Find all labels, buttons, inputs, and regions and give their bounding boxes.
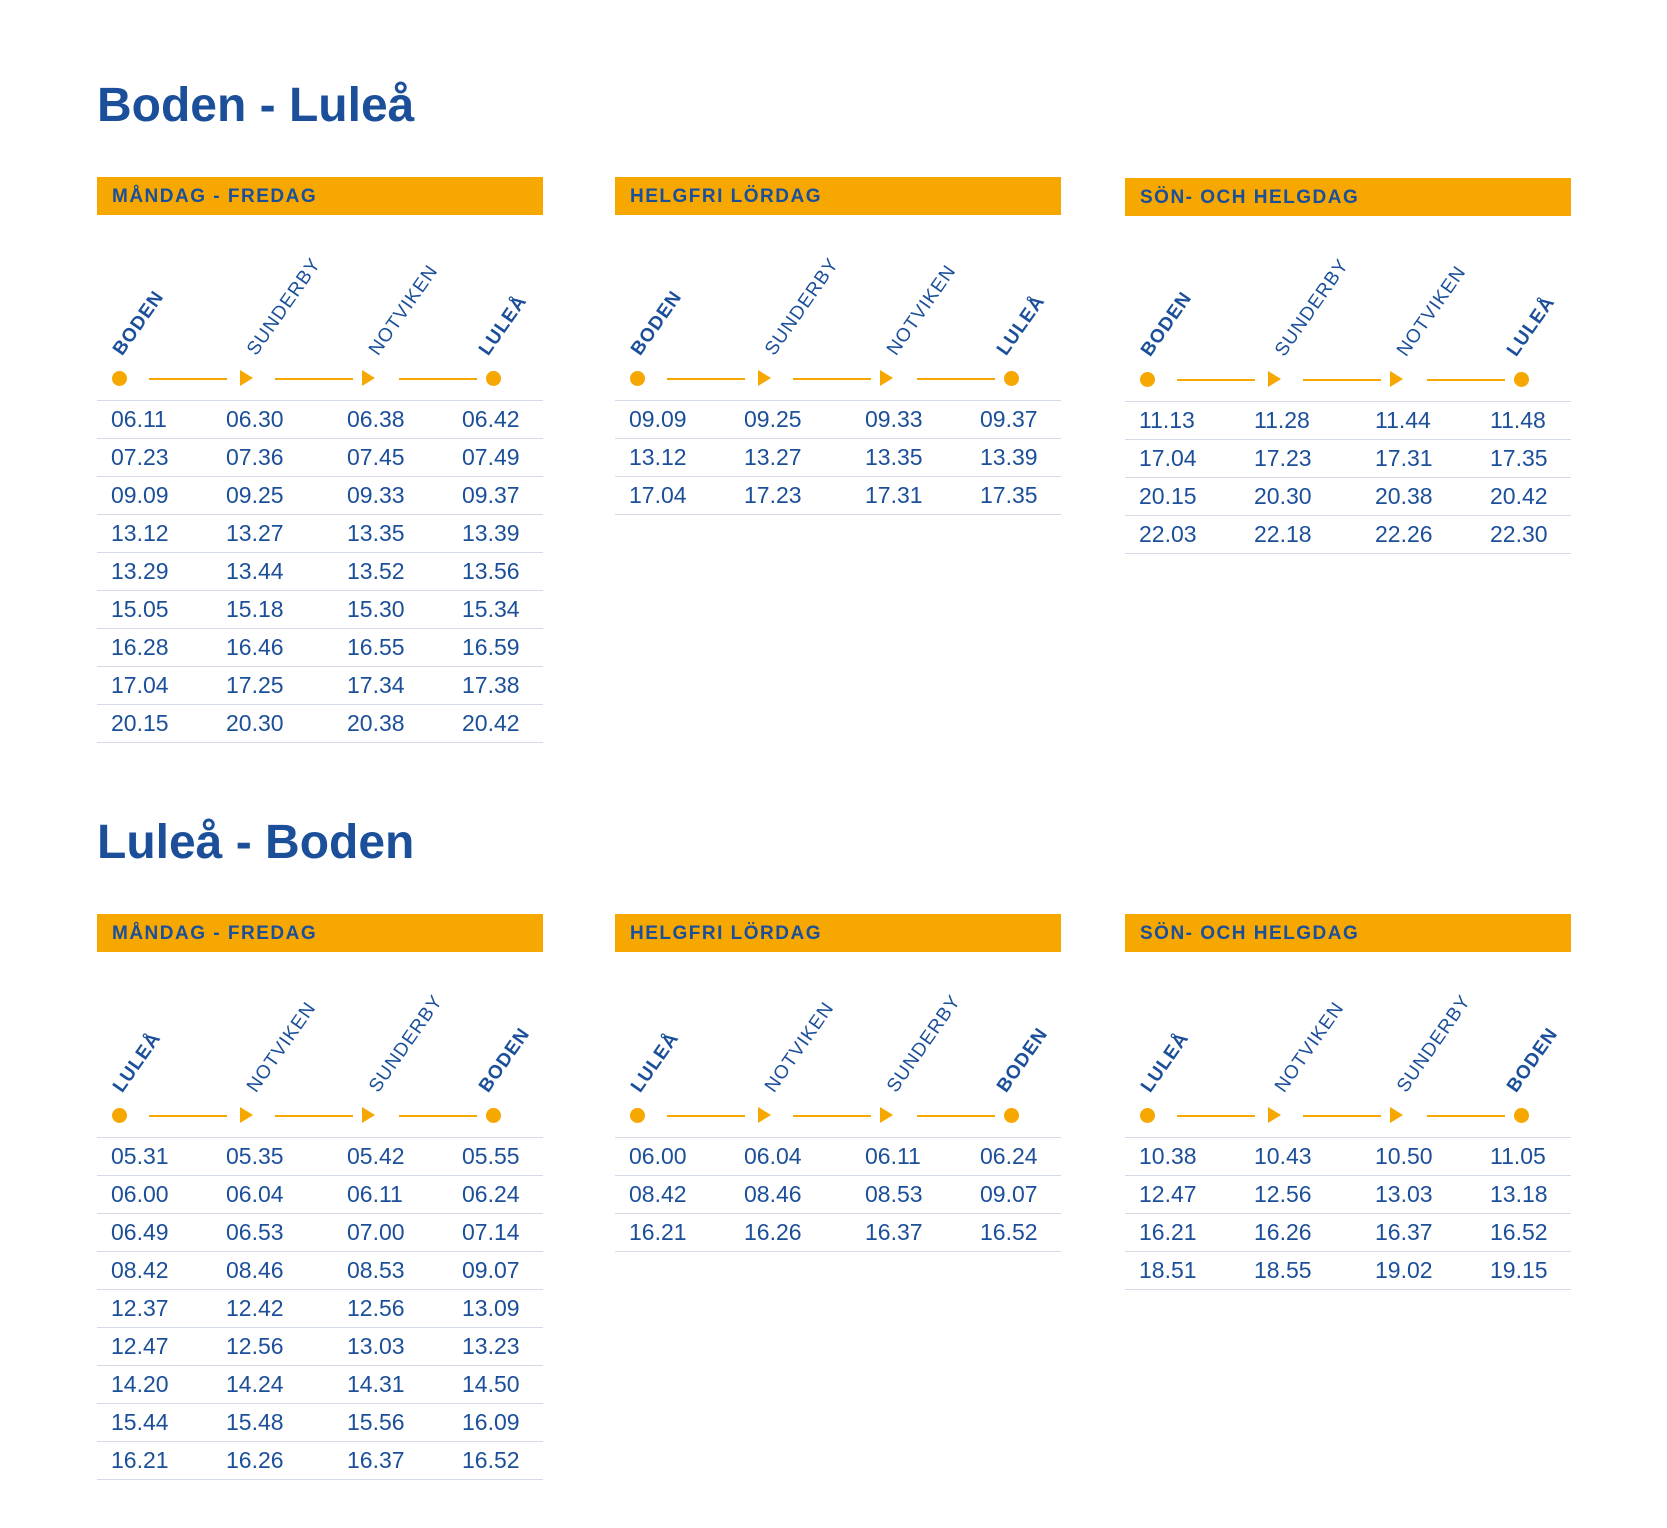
departure-table bbox=[1125, 401, 1571, 554]
departure-time: 15.05 bbox=[111, 596, 169, 622]
route-line bbox=[1427, 1115, 1505, 1117]
direction-arrow-icon bbox=[240, 1107, 253, 1123]
table-row bbox=[1125, 478, 1571, 516]
departure-time: 18.55 bbox=[1254, 1257, 1312, 1283]
departure-time: 08.42 bbox=[111, 1257, 169, 1283]
panel-weekday bbox=[97, 177, 543, 743]
departure-time: 22.03 bbox=[1139, 521, 1197, 547]
departure-time: 13.52 bbox=[347, 558, 405, 584]
departure-time: 06.11 bbox=[111, 406, 167, 432]
table-row bbox=[97, 553, 543, 591]
stop-label: LULEÅ bbox=[1136, 1028, 1194, 1097]
stop-dot-icon bbox=[112, 1108, 127, 1123]
departure-time: 10.38 bbox=[1139, 1143, 1197, 1169]
departure-time: 20.42 bbox=[1490, 483, 1548, 509]
departure-time: 15.56 bbox=[347, 1409, 405, 1435]
departure-time: 20.15 bbox=[111, 710, 169, 736]
departure-time: 07.45 bbox=[347, 444, 405, 470]
departure-time: 13.29 bbox=[111, 558, 169, 584]
departure-time: 06.38 bbox=[347, 406, 405, 432]
departure-time: 20.30 bbox=[1254, 483, 1312, 509]
departure-time: 13.03 bbox=[1375, 1181, 1433, 1207]
departure-time: 09.09 bbox=[111, 482, 169, 508]
departure-time: 17.23 bbox=[744, 482, 802, 508]
departure-time: 06.49 bbox=[111, 1219, 169, 1245]
departure-time: 17.04 bbox=[629, 482, 687, 508]
departure-time: 06.04 bbox=[226, 1181, 284, 1207]
departure-time: 17.23 bbox=[1254, 445, 1312, 471]
stop-dot-icon bbox=[486, 1108, 501, 1123]
departure-time: 09.07 bbox=[980, 1181, 1038, 1207]
stop-label: SUNDERBY bbox=[242, 254, 326, 360]
departure-time: 13.35 bbox=[865, 444, 923, 470]
departure-time: 08.46 bbox=[226, 1257, 284, 1283]
stop-dot-icon bbox=[1514, 1108, 1529, 1123]
route-diagram bbox=[615, 952, 1061, 1137]
departure-time: 09.37 bbox=[980, 406, 1038, 432]
table-row bbox=[97, 1214, 543, 1252]
departure-time: 09.37 bbox=[462, 482, 520, 508]
section-title: Luleå - Boden bbox=[97, 816, 415, 869]
departure-time: 15.30 bbox=[347, 596, 405, 622]
departure-time: 16.37 bbox=[347, 1447, 405, 1473]
departure-time: 07.49 bbox=[462, 444, 520, 470]
table-row bbox=[97, 1366, 543, 1404]
departure-time: 08.53 bbox=[347, 1257, 405, 1283]
direction-arrow-icon bbox=[240, 370, 253, 386]
direction-arrow-icon bbox=[362, 1107, 375, 1123]
departure-time: 13.23 bbox=[462, 1333, 520, 1359]
departure-time: 13.03 bbox=[347, 1333, 405, 1359]
departure-time: 17.04 bbox=[111, 672, 169, 698]
departure-time: 14.20 bbox=[111, 1371, 169, 1397]
departure-time: 13.27 bbox=[226, 520, 284, 546]
table-row bbox=[97, 1442, 543, 1480]
table-row bbox=[1125, 1252, 1571, 1290]
departure-time: 17.35 bbox=[980, 482, 1038, 508]
departure-time: 16.52 bbox=[1490, 1219, 1548, 1245]
day-header: SÖN- OCH HELGDAG bbox=[1125, 178, 1571, 216]
stop-label: SUNDERBY bbox=[760, 254, 844, 360]
departure-time: 19.15 bbox=[1490, 1257, 1548, 1283]
departure-table bbox=[615, 400, 1061, 515]
stop-dot-icon bbox=[112, 371, 127, 386]
table-row bbox=[1125, 516, 1571, 554]
departure-time: 12.42 bbox=[226, 1295, 284, 1321]
route-diagram bbox=[1125, 216, 1571, 401]
stop-dot-icon bbox=[486, 371, 501, 386]
departure-time: 13.18 bbox=[1490, 1181, 1548, 1207]
departure-table bbox=[615, 1137, 1061, 1252]
departure-table bbox=[1125, 1137, 1571, 1290]
departure-time: 12.56 bbox=[1254, 1181, 1312, 1207]
table-row bbox=[1125, 1176, 1571, 1214]
route-line bbox=[1177, 379, 1255, 381]
stop-label: SUNDERBY bbox=[1392, 991, 1476, 1097]
departure-time: 12.47 bbox=[111, 1333, 169, 1359]
table-row bbox=[615, 1138, 1061, 1176]
departure-time: 11.28 bbox=[1254, 407, 1310, 433]
table-row bbox=[97, 629, 543, 667]
route-line bbox=[793, 1115, 871, 1117]
departure-time: 09.33 bbox=[865, 406, 923, 432]
departure-time: 06.42 bbox=[462, 406, 520, 432]
departure-time: 14.50 bbox=[462, 1371, 520, 1397]
route-diagram bbox=[97, 952, 543, 1137]
stop-dot-icon bbox=[630, 1108, 645, 1123]
stop-label: BODEN bbox=[626, 287, 687, 360]
departure-time: 07.00 bbox=[347, 1219, 405, 1245]
stop-label: LULEÅ bbox=[108, 1028, 166, 1097]
departure-time: 16.52 bbox=[462, 1447, 520, 1473]
route-diagram bbox=[615, 215, 1061, 400]
stop-label: LULEÅ bbox=[474, 291, 532, 360]
departure-time: 15.48 bbox=[226, 1409, 284, 1435]
day-header: HELGFRI LÖRDAG bbox=[615, 914, 1061, 952]
table-row bbox=[97, 515, 543, 553]
stop-label: BODEN bbox=[474, 1024, 535, 1097]
route-line bbox=[1177, 1115, 1255, 1117]
table-row bbox=[615, 1214, 1061, 1252]
departure-time: 13.39 bbox=[462, 520, 520, 546]
day-header: MÅNDAG - FREDAG bbox=[97, 177, 543, 215]
departure-time: 19.02 bbox=[1375, 1257, 1433, 1283]
direction-arrow-icon bbox=[880, 1107, 893, 1123]
stop-label: LULEÅ bbox=[626, 1028, 684, 1097]
table-row bbox=[1125, 1138, 1571, 1176]
table-row bbox=[97, 1176, 543, 1214]
departure-time: 11.44 bbox=[1375, 407, 1431, 433]
stop-label: NOTVIKEN bbox=[760, 998, 839, 1097]
departure-time: 20.30 bbox=[226, 710, 284, 736]
direction-arrow-icon bbox=[1268, 1107, 1281, 1123]
departure-time: 12.56 bbox=[347, 1295, 405, 1321]
departure-time: 16.37 bbox=[865, 1219, 923, 1245]
table-row bbox=[615, 439, 1061, 477]
stop-label: NOTVIKEN bbox=[1270, 998, 1349, 1097]
stop-label: BODEN bbox=[1502, 1024, 1563, 1097]
route-line bbox=[1303, 379, 1381, 381]
route-line bbox=[149, 378, 227, 380]
table-row bbox=[97, 591, 543, 629]
stop-label: SUNDERBY bbox=[1270, 255, 1354, 361]
panel-sunday-holiday bbox=[1125, 178, 1571, 554]
table-row bbox=[97, 705, 543, 743]
stop-dot-icon bbox=[1004, 1108, 1019, 1123]
day-header: MÅNDAG - FREDAG bbox=[97, 914, 543, 952]
departure-time: 06.00 bbox=[629, 1143, 687, 1169]
stop-label: NOTVIKEN bbox=[882, 261, 961, 360]
table-row bbox=[97, 477, 543, 515]
departure-time: 07.23 bbox=[111, 444, 169, 470]
departure-time: 16.09 bbox=[462, 1409, 520, 1435]
departure-time: 22.30 bbox=[1490, 521, 1548, 547]
departure-time: 11.05 bbox=[1490, 1143, 1546, 1169]
departure-time: 13.39 bbox=[980, 444, 1038, 470]
departure-time: 16.28 bbox=[111, 634, 169, 660]
direction-arrow-icon bbox=[1268, 371, 1281, 387]
table-row bbox=[1125, 402, 1571, 440]
departure-time: 13.44 bbox=[226, 558, 284, 584]
table-row bbox=[615, 401, 1061, 439]
stop-label: BODEN bbox=[1136, 288, 1197, 361]
direction-arrow-icon bbox=[362, 370, 375, 386]
panel-saturday bbox=[615, 914, 1061, 1252]
departure-time: 13.56 bbox=[462, 558, 520, 584]
departure-time: 06.24 bbox=[980, 1143, 1038, 1169]
departure-time: 17.31 bbox=[1375, 445, 1433, 471]
departure-time: 17.38 bbox=[462, 672, 520, 698]
departure-time: 18.51 bbox=[1139, 1257, 1197, 1283]
route-line bbox=[793, 378, 871, 380]
departure-time: 06.00 bbox=[111, 1181, 169, 1207]
table-row bbox=[97, 1252, 543, 1290]
route-line bbox=[1303, 1115, 1381, 1117]
departure-time: 16.26 bbox=[1254, 1219, 1312, 1245]
departure-time: 20.15 bbox=[1139, 483, 1197, 509]
stop-label: SUNDERBY bbox=[364, 991, 448, 1097]
departure-time: 20.38 bbox=[1375, 483, 1433, 509]
panel-weekday bbox=[97, 914, 543, 1480]
stop-dot-icon bbox=[1514, 372, 1529, 387]
departure-time: 16.21 bbox=[1139, 1219, 1197, 1245]
departure-time: 11.13 bbox=[1139, 407, 1195, 433]
table-row bbox=[615, 1176, 1061, 1214]
departure-time: 06.04 bbox=[744, 1143, 802, 1169]
departure-time: 16.59 bbox=[462, 634, 520, 660]
departure-time: 08.42 bbox=[629, 1181, 687, 1207]
departure-time: 20.42 bbox=[462, 710, 520, 736]
departure-table bbox=[97, 400, 543, 743]
departure-time: 16.26 bbox=[744, 1219, 802, 1245]
departure-time: 05.31 bbox=[111, 1143, 169, 1169]
departure-time: 17.25 bbox=[226, 672, 284, 698]
departure-time: 17.35 bbox=[1490, 445, 1548, 471]
departure-time: 17.04 bbox=[1139, 445, 1197, 471]
departure-time: 16.26 bbox=[226, 1447, 284, 1473]
table-row bbox=[97, 1290, 543, 1328]
departure-time: 08.53 bbox=[865, 1181, 923, 1207]
departure-time: 13.27 bbox=[744, 444, 802, 470]
departure-time: 07.36 bbox=[226, 444, 284, 470]
departure-time: 15.34 bbox=[462, 596, 520, 622]
departure-time: 16.55 bbox=[347, 634, 405, 660]
departure-time: 06.30 bbox=[226, 406, 284, 432]
stop-label: BODEN bbox=[108, 287, 169, 360]
departure-table bbox=[97, 1137, 543, 1480]
departure-time: 15.44 bbox=[111, 1409, 169, 1435]
departure-time: 13.12 bbox=[111, 520, 169, 546]
section-title: Boden - Luleå bbox=[97, 79, 415, 132]
route-diagram bbox=[97, 215, 543, 400]
departure-time: 08.46 bbox=[744, 1181, 802, 1207]
stop-label: LULEÅ bbox=[1502, 292, 1560, 361]
route-diagram bbox=[1125, 952, 1571, 1137]
table-row bbox=[1125, 440, 1571, 478]
departure-time: 06.11 bbox=[865, 1143, 921, 1169]
departure-time: 17.31 bbox=[865, 482, 923, 508]
route-line bbox=[149, 1115, 227, 1117]
table-row bbox=[97, 1138, 543, 1176]
panel-sunday-holiday bbox=[1125, 914, 1571, 1290]
departure-time: 13.09 bbox=[462, 1295, 520, 1321]
departure-time: 05.55 bbox=[462, 1143, 520, 1169]
stop-label: LULEÅ bbox=[992, 291, 1050, 360]
departure-time: 05.35 bbox=[226, 1143, 284, 1169]
departure-time: 15.18 bbox=[226, 596, 284, 622]
table-row bbox=[97, 667, 543, 705]
departure-time: 17.34 bbox=[347, 672, 405, 698]
departure-time: 16.21 bbox=[629, 1219, 687, 1245]
departure-time: 12.56 bbox=[226, 1333, 284, 1359]
direction-arrow-icon bbox=[1390, 371, 1403, 387]
departure-time: 16.37 bbox=[1375, 1219, 1433, 1245]
departure-time: 09.07 bbox=[462, 1257, 520, 1283]
day-header: HELGFRI LÖRDAG bbox=[615, 177, 1061, 215]
departure-time: 22.26 bbox=[1375, 521, 1433, 547]
direction-arrow-icon bbox=[1390, 1107, 1403, 1123]
departure-time: 14.24 bbox=[226, 1371, 284, 1397]
departure-time: 13.35 bbox=[347, 520, 405, 546]
stop-label: NOTVIKEN bbox=[364, 261, 443, 360]
departure-time: 09.25 bbox=[744, 406, 802, 432]
departure-time: 20.38 bbox=[347, 710, 405, 736]
departure-time: 22.18 bbox=[1254, 521, 1312, 547]
stop-dot-icon bbox=[630, 371, 645, 386]
stop-label: BODEN bbox=[992, 1024, 1053, 1097]
departure-time: 07.14 bbox=[462, 1219, 520, 1245]
departure-time: 12.47 bbox=[1139, 1181, 1197, 1207]
route-line bbox=[399, 1115, 477, 1117]
departure-time: 09.25 bbox=[226, 482, 284, 508]
departure-time: 14.31 bbox=[347, 1371, 405, 1397]
route-line bbox=[399, 378, 477, 380]
departure-time: 10.50 bbox=[1375, 1143, 1433, 1169]
departure-time: 16.52 bbox=[980, 1219, 1038, 1245]
table-row bbox=[615, 477, 1061, 515]
table-row bbox=[1125, 1214, 1571, 1252]
departure-time: 06.53 bbox=[226, 1219, 284, 1245]
stop-dot-icon bbox=[1140, 1108, 1155, 1123]
table-row bbox=[97, 1328, 543, 1366]
departure-time: 09.09 bbox=[629, 406, 687, 432]
table-row bbox=[97, 1404, 543, 1442]
departure-time: 06.11 bbox=[347, 1181, 403, 1207]
stop-label: NOTVIKEN bbox=[242, 998, 321, 1097]
route-line bbox=[667, 378, 745, 380]
day-header: SÖN- OCH HELGDAG bbox=[1125, 914, 1571, 952]
panel-saturday bbox=[615, 177, 1061, 515]
departure-time: 12.37 bbox=[111, 1295, 169, 1321]
table-row bbox=[97, 401, 543, 439]
route-line bbox=[917, 378, 995, 380]
stop-label: SUNDERBY bbox=[882, 991, 966, 1097]
departure-time: 06.24 bbox=[462, 1181, 520, 1207]
departure-time: 09.33 bbox=[347, 482, 405, 508]
route-line bbox=[917, 1115, 995, 1117]
route-line bbox=[275, 1115, 353, 1117]
route-line bbox=[1427, 379, 1505, 381]
departure-time: 13.12 bbox=[629, 444, 687, 470]
direction-arrow-icon bbox=[758, 1107, 771, 1123]
stop-label: NOTVIKEN bbox=[1392, 262, 1471, 361]
stop-dot-icon bbox=[1140, 372, 1155, 387]
departure-time: 10.43 bbox=[1254, 1143, 1312, 1169]
departure-time: 11.48 bbox=[1490, 407, 1546, 433]
direction-arrow-icon bbox=[880, 370, 893, 386]
direction-arrow-icon bbox=[758, 370, 771, 386]
stop-dot-icon bbox=[1004, 371, 1019, 386]
route-line bbox=[275, 378, 353, 380]
departure-time: 16.21 bbox=[111, 1447, 169, 1473]
table-row bbox=[97, 439, 543, 477]
departure-time: 05.42 bbox=[347, 1143, 405, 1169]
route-line bbox=[667, 1115, 745, 1117]
departure-time: 16.46 bbox=[226, 634, 284, 660]
